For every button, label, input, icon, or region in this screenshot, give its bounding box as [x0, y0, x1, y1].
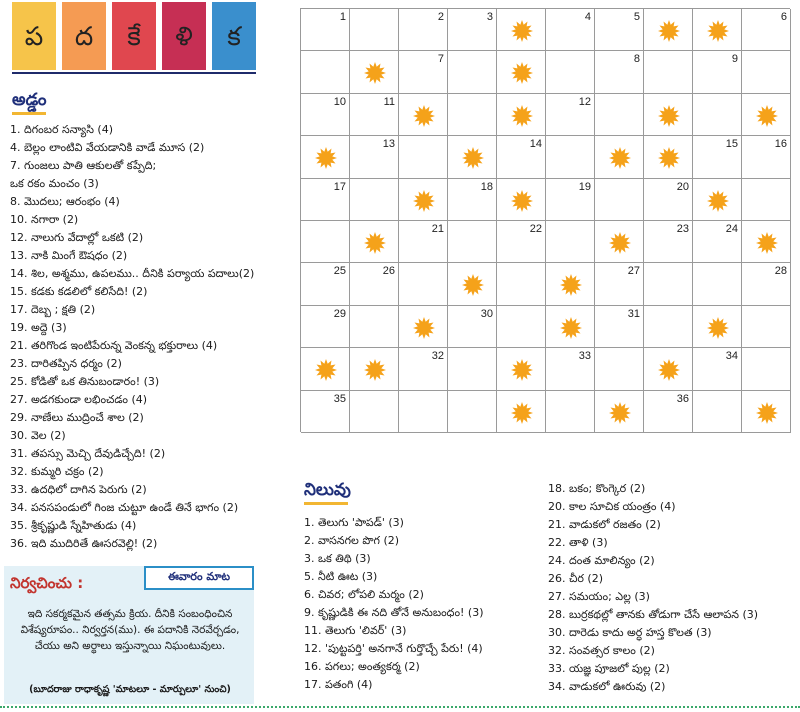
clue-item: 31. తపస్సు మెచ్చి దేవుడిచ్చేది! (2) — [10, 447, 166, 460]
clue-item: 30. దారెడు కాదు అర్ధ హస్త కొలత (3) — [548, 626, 712, 639]
clue-item: 15. కడకు కడలిలో కలిసేది! (2) — [10, 285, 148, 298]
blocked-cell — [546, 306, 595, 348]
cell-number: 1 — [339, 11, 346, 23]
clue-item: 21. తరిగొండ ఇంటిపేరున్న వెంకన్న భక్తురాలు (4) — [10, 339, 218, 352]
title-tile: క — [212, 2, 256, 70]
sun-icon — [609, 232, 631, 254]
define-heading: నిర్వచించు : — [10, 574, 84, 592]
cell-number: 9 — [731, 53, 738, 66]
blocked-cell — [595, 391, 644, 433]
cell-number: 4 — [584, 11, 591, 23]
sun-icon — [756, 402, 778, 424]
clue-item: 11. తెలుగు 'లివర్' (3) — [304, 624, 407, 637]
sun-icon — [707, 317, 729, 339]
cell-number: 11 — [383, 95, 395, 108]
cell-number: 25 — [333, 265, 346, 278]
clue-item: 24. దంత మాలిన్యం (2) — [548, 554, 655, 567]
grid-cell — [693, 94, 742, 136]
grid-cell — [399, 348, 448, 390]
grid-cell — [399, 9, 448, 51]
blocked-cell — [301, 136, 350, 178]
grid-cell — [497, 221, 546, 263]
blocked-cell — [399, 179, 448, 221]
grid-cell — [448, 306, 497, 348]
blocked-cell — [497, 179, 546, 221]
title-tile: కే — [112, 2, 156, 70]
grid-cell — [301, 94, 350, 136]
blocked-cell — [399, 94, 448, 136]
sun-icon — [609, 402, 631, 424]
grid-cell — [497, 306, 546, 348]
grid-cell — [546, 94, 595, 136]
clue-item: 16. పగలు; అంత్యకర్మ (2) — [304, 660, 420, 673]
blocked-cell — [399, 306, 448, 348]
word-of-week-box — [4, 566, 254, 704]
clue-item: 8. మొదలు; ఆరంభం (4) — [10, 195, 120, 208]
clue-item: 32. కుమ్మరి చక్రం (2) — [10, 465, 104, 478]
blocked-cell — [644, 348, 693, 390]
cell-number: 10 — [333, 95, 346, 108]
sun-icon — [462, 274, 484, 296]
clue-item: 33. యజ్ఞ పూజలో పుల్ల (2) — [548, 662, 670, 675]
cell-number: 24 — [725, 223, 738, 235]
cell-number: 7 — [437, 53, 444, 66]
crossword-grid — [300, 8, 790, 432]
blocked-cell — [301, 348, 350, 390]
cell-number: 19 — [578, 180, 591, 193]
grid-cell — [644, 391, 693, 433]
grid-cell — [350, 391, 399, 433]
clue-item: 14. శిల, అశ్మము, ఉపలము.. దీనికి పర్యాయ పదాలు(2) — [10, 267, 255, 280]
across-clue-list — [10, 121, 254, 553]
sun-icon — [756, 232, 778, 254]
blocked-cell — [546, 263, 595, 305]
grid-cell — [644, 51, 693, 93]
grid-cell — [497, 263, 546, 305]
sun-icon — [511, 62, 533, 84]
grid-cell — [693, 391, 742, 433]
cell-number: 21 — [431, 223, 444, 235]
blocked-cell — [595, 136, 644, 178]
down-heading: నిలువు — [304, 480, 351, 500]
grid-cell — [399, 51, 448, 93]
clue-item: 23. దారితప్పిన ధర్మం (2) — [10, 357, 122, 370]
grid-cell — [546, 179, 595, 221]
across-heading-bar — [12, 112, 46, 115]
grid-cell — [350, 136, 399, 178]
clue-item: 32. సంవత్సర కాలం (2) — [548, 644, 655, 657]
sun-icon — [364, 359, 386, 381]
title-tile: ళి — [162, 2, 206, 70]
definition-text: ఇది సకర్మకమైన తత్సమ క్రియ. దీనికి సంబంధించిన విశేష్యరూపం.. నిర్వర్తన(ము). ఈ పదానికి నెరవేర్చడం, చేయు అని అర్థాలు ఇస్తున్నాయి నిఘంటువులు. — [20, 608, 240, 652]
sun-icon — [364, 232, 386, 254]
sun-icon — [560, 274, 582, 296]
cell-number: 30 — [480, 307, 493, 320]
sun-icon — [413, 105, 435, 127]
grid-cell — [693, 348, 742, 390]
sun-icon — [315, 359, 337, 381]
clue-item: 27. సమయం; ఎల్ల (3) — [548, 590, 650, 603]
cell-number: 15 — [725, 138, 738, 151]
sun-icon — [413, 317, 435, 339]
clue-item: 17. దెబ్బ ; క్షతి (2) — [10, 303, 96, 316]
cell-number: 13 — [382, 138, 395, 151]
grid-cell — [595, 348, 644, 390]
grid-cell — [595, 9, 644, 51]
sun-icon — [511, 20, 533, 42]
grid-cell — [448, 391, 497, 433]
grid-cell — [742, 348, 791, 390]
title-tile: ప — [12, 2, 56, 70]
grid-cell — [644, 306, 693, 348]
clue-item: 1. తెలుగు 'పాపడ్' (3) — [304, 516, 404, 529]
source-credit: (బూదరాజు రాధాకృష్ణ 'మాటలూ - మార్పులూ' నుంచి) — [29, 684, 231, 695]
cell-number: 26 — [382, 265, 395, 278]
grid-cell — [399, 136, 448, 178]
grid-cell — [693, 51, 742, 93]
clue-item: 12. నాలుగు వేదాల్లో ఒకటి (2) — [10, 231, 144, 244]
cell-number: 34 — [725, 350, 738, 363]
clue-item: 3. ఒక తిథి (3) — [304, 552, 371, 565]
grid-cell — [350, 306, 399, 348]
grid-cell — [546, 391, 595, 433]
clue-item: 7. గుంజలు పాతి ఆకులతో కప్పేది; — [10, 159, 157, 172]
grid-cell — [595, 179, 644, 221]
grid-cell — [595, 51, 644, 93]
grid-cell — [742, 179, 791, 221]
clue-item: 17. పతంగి (4) — [304, 678, 373, 691]
clue-item: 12. 'పుట్టపర్తి' అనగానే గుర్తొచ్చే పేరు! (4) — [304, 642, 483, 655]
clue-item: 28. బుర్రకథల్లో తానకు తోడుగా చేసే ఆలాపన (3) — [548, 608, 759, 621]
grid-cell — [546, 136, 595, 178]
word-of-week-tag: ఈవారం మాట — [144, 566, 254, 590]
sun-icon — [511, 105, 533, 127]
blocked-cell — [350, 51, 399, 93]
blocked-cell — [644, 94, 693, 136]
grid-cell — [350, 94, 399, 136]
grid-cell — [399, 263, 448, 305]
cell-number: 16 — [774, 138, 787, 151]
clue-item: 20. కాల సూచిక యంత్రం (4) — [548, 500, 676, 513]
cell-number: 8 — [633, 53, 640, 66]
clue-item: 9. కృష్ణుడికి ఈ నది తోనే అనుబంధం! (3) — [304, 606, 484, 619]
grid-cell — [448, 348, 497, 390]
sun-icon — [511, 402, 533, 424]
sun-icon — [707, 20, 729, 42]
grid-cell — [448, 179, 497, 221]
grid-cell — [595, 94, 644, 136]
clue-item: 1. దిగంబర సన్యాసి (4) — [10, 123, 114, 136]
grid-cell — [301, 9, 350, 51]
sun-icon — [658, 105, 680, 127]
grid-cell — [350, 9, 399, 51]
sun-icon — [315, 147, 337, 169]
grid-cell — [595, 306, 644, 348]
sun-icon — [511, 359, 533, 381]
clue-item: 36. ఇది ముదిరితే ఊసరవెల్లి! (2) — [10, 537, 158, 550]
sun-icon — [707, 190, 729, 212]
clue-item: 19. అద్దె (3) — [10, 321, 67, 334]
cell-number: 6 — [780, 11, 787, 23]
sun-icon — [658, 359, 680, 381]
clue-item: 6. చివర; లోపలి మర్మం (2) — [304, 588, 424, 601]
blocked-cell — [693, 179, 742, 221]
clue-item: 22. తాళి (3) — [548, 536, 608, 549]
blocked-cell — [644, 136, 693, 178]
cell-number: 36 — [676, 392, 689, 405]
grid-cell — [448, 51, 497, 93]
blocked-cell — [742, 94, 791, 136]
grid-cell — [301, 221, 350, 263]
sun-icon — [658, 20, 680, 42]
grid-cell — [301, 51, 350, 93]
blocked-cell — [497, 94, 546, 136]
sun-icon — [658, 147, 680, 169]
cell-number: 14 — [529, 138, 542, 151]
grid-cell — [546, 9, 595, 51]
cell-number: 33 — [578, 350, 591, 363]
cell-number: 5 — [633, 11, 640, 23]
clue-item: 35. శ్రీకృష్ణుడి స్నేహితుడు (4) — [10, 519, 137, 532]
grid-cell — [742, 136, 791, 178]
grid-cell — [693, 263, 742, 305]
clue-item: 13. నాకి మింగే ఔషధం (2) — [10, 249, 128, 262]
blocked-cell — [350, 348, 399, 390]
cell-number: 29 — [333, 307, 346, 320]
grid-cell — [693, 136, 742, 178]
blocked-cell — [693, 306, 742, 348]
clue-item: 2. వాసనగల పొగ (2) — [304, 534, 400, 547]
blocked-cell — [644, 9, 693, 51]
grid-cell — [301, 306, 350, 348]
clue-item: 34. పనసపండులో గింజ చుట్టూ ఉండే తినే భాగం (2) — [10, 501, 239, 514]
grid-cell — [742, 9, 791, 51]
blocked-cell — [350, 221, 399, 263]
sun-icon — [462, 147, 484, 169]
grid-cell — [742, 306, 791, 348]
clue-item: 30. వెల (2) — [10, 429, 66, 442]
cell-number: 12 — [578, 95, 591, 108]
cell-number: 3 — [486, 11, 493, 23]
grid-cell — [448, 221, 497, 263]
blocked-cell — [497, 51, 546, 93]
grid-cell — [644, 179, 693, 221]
blocked-cell — [448, 136, 497, 178]
grid-cell — [546, 348, 595, 390]
grid-cell — [448, 9, 497, 51]
grid-cell — [301, 391, 350, 433]
clue-item: 34. వాడుకలో ఊరువు (2) — [548, 680, 666, 693]
sun-icon — [756, 105, 778, 127]
grid-cell — [693, 221, 742, 263]
cell-number: 18 — [480, 180, 493, 193]
grid-cell — [595, 263, 644, 305]
title-tiles — [12, 2, 256, 70]
blocked-cell — [448, 263, 497, 305]
blocked-cell — [693, 9, 742, 51]
footer-divider — [0, 706, 800, 709]
cell-number: 17 — [333, 180, 346, 193]
cell-number: 35 — [333, 392, 346, 405]
clue-item: ఒక రకం మంచం (3) — [10, 177, 99, 190]
sun-icon — [511, 190, 533, 212]
grid-cell — [546, 51, 595, 93]
title-underline — [12, 72, 256, 74]
down-clue-list-right — [548, 480, 758, 696]
cell-number: 22 — [529, 223, 542, 235]
across-heading: అడ్డం — [12, 90, 47, 110]
blocked-cell — [497, 391, 546, 433]
grid-cell — [644, 263, 693, 305]
clue-item: 29. నాణేలు ముద్రించే శాల (2) — [10, 411, 144, 424]
sun-icon — [609, 147, 631, 169]
blocked-cell — [742, 221, 791, 263]
cell-number: 20 — [676, 180, 689, 193]
clue-item: 27. అడగకుండా లభించడం (4) — [10, 393, 148, 406]
sun-icon — [364, 62, 386, 84]
clue-item: 18. బకం; కొంగ్కెర (2) — [548, 482, 646, 495]
blocked-cell — [742, 391, 791, 433]
cell-number: 23 — [676, 223, 689, 235]
cell-number: 27 — [627, 265, 640, 278]
clue-item: 10. నగారా (2) — [10, 213, 79, 226]
grid-cell — [742, 263, 791, 305]
sun-icon — [413, 190, 435, 212]
grid-cell — [399, 221, 448, 263]
clue-item: 4. బెల్లం లాంటివి వేయడానికి వాడే మూస (2) — [10, 141, 205, 154]
clue-item: 26. చీర (2) — [548, 572, 604, 585]
cell-number: 28 — [774, 265, 787, 278]
grid-cell — [350, 179, 399, 221]
grid-cell — [301, 179, 350, 221]
grid-cell — [448, 94, 497, 136]
cell-number: 2 — [437, 11, 444, 23]
grid-cell — [644, 221, 693, 263]
clue-item: 25. కోడితో ఒక తినుబండారం! (3) — [10, 375, 160, 388]
blocked-cell — [595, 221, 644, 263]
sun-icon — [560, 317, 582, 339]
grid-cell — [742, 51, 791, 93]
grid-cell — [350, 263, 399, 305]
cell-number: 32 — [431, 350, 444, 363]
cell-number: 31 — [627, 307, 640, 320]
grid-cell — [301, 263, 350, 305]
grid-cell — [497, 136, 546, 178]
title-tile: ద — [62, 2, 106, 70]
down-heading-bar — [304, 502, 348, 505]
clue-item: 21. వాడుకలో రజతం (2) — [548, 518, 661, 531]
clue-item: 5. నీటి ఊట (3) — [304, 570, 378, 583]
blocked-cell — [497, 9, 546, 51]
blocked-cell — [497, 348, 546, 390]
clue-item: 33. ఉదధిలో దాగిన పెరుగు (2) — [10, 483, 147, 496]
down-clue-list-left — [304, 514, 484, 694]
grid-cell — [546, 221, 595, 263]
grid-cell — [399, 391, 448, 433]
